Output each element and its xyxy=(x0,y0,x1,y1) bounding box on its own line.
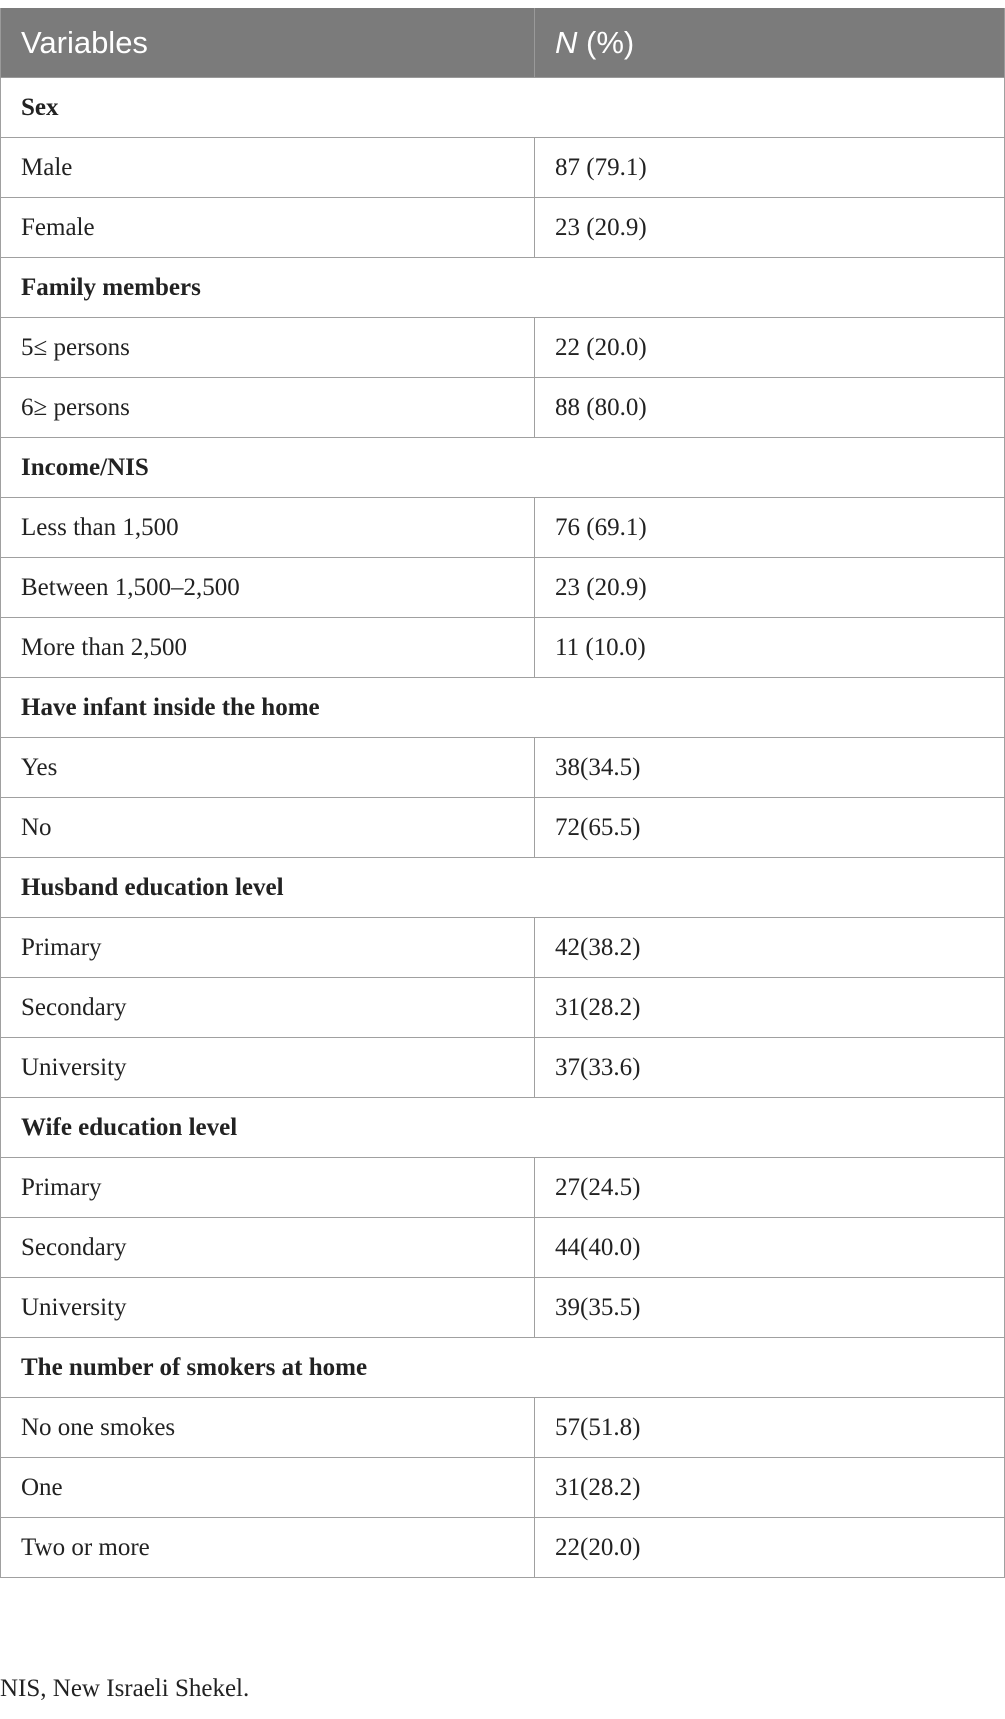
table-row xyxy=(1,978,1005,1038)
row-value: 38(34.5) xyxy=(535,738,1005,798)
table-row xyxy=(1,198,1005,258)
section-row xyxy=(1,858,1005,918)
row-label: One xyxy=(1,1458,535,1518)
table-row xyxy=(1,318,1005,378)
table-footnote: NIS, New Israeli Shekel. xyxy=(0,1675,250,1702)
section-row xyxy=(1,678,1005,738)
row-label: Secondary xyxy=(1,1218,535,1278)
header-n-percent xyxy=(535,8,1005,78)
table-header-row xyxy=(1,8,1005,78)
section-label: Family members xyxy=(1,258,1005,318)
section-row xyxy=(1,1338,1005,1398)
table-row xyxy=(1,1218,1005,1278)
section-row xyxy=(1,438,1005,498)
row-value: 39(35.5) xyxy=(535,1278,1005,1338)
row-value: 31(28.2) xyxy=(535,978,1005,1038)
table-row xyxy=(1,618,1005,678)
section-label: Have infant inside the home xyxy=(1,678,1005,738)
section-label: Husband education level xyxy=(1,858,1005,918)
header-n-rest: (%) xyxy=(577,24,635,60)
table-row xyxy=(1,558,1005,618)
row-value: 23 (20.9) xyxy=(535,558,1005,618)
row-value: 72(65.5) xyxy=(535,798,1005,858)
row-value: 88 (80.0) xyxy=(535,378,1005,438)
table-row xyxy=(1,1278,1005,1338)
row-label: 5≤ persons xyxy=(1,318,535,378)
row-value: 23 (20.9) xyxy=(535,198,1005,258)
row-label: Less than 1,500 xyxy=(1,498,535,558)
section-row xyxy=(1,1098,1005,1158)
row-label: No xyxy=(1,798,535,858)
header-variables: Variables xyxy=(1,8,535,78)
row-value: 22 (20.0) xyxy=(535,318,1005,378)
row-label: University xyxy=(1,1278,535,1338)
table-row xyxy=(1,1158,1005,1218)
row-label: Yes xyxy=(1,738,535,798)
row-value: 31(28.2) xyxy=(535,1458,1005,1518)
demographics-table xyxy=(0,8,1005,1578)
table-row xyxy=(1,918,1005,978)
row-label: Female xyxy=(1,198,535,258)
row-label: More than 2,500 xyxy=(1,618,535,678)
section-row xyxy=(1,258,1005,318)
row-label: Primary xyxy=(1,1158,535,1218)
row-label: University xyxy=(1,1038,535,1098)
table-row xyxy=(1,138,1005,198)
section-label: Income/NIS xyxy=(1,438,1005,498)
row-value: 37(33.6) xyxy=(535,1038,1005,1098)
table-row xyxy=(1,498,1005,558)
table-row xyxy=(1,1518,1005,1578)
table-row xyxy=(1,1038,1005,1098)
row-value: 87 (79.1) xyxy=(535,138,1005,198)
row-label: Between 1,500–2,500 xyxy=(1,558,535,618)
row-label: No one smokes xyxy=(1,1398,535,1458)
header-n-italic: N xyxy=(555,24,578,60)
section-label: The number of smokers at home xyxy=(1,1338,1005,1398)
table-row xyxy=(1,738,1005,798)
section-label: Sex xyxy=(1,78,1005,138)
section-label: Wife education level xyxy=(1,1098,1005,1158)
row-label: Secondary xyxy=(1,978,535,1038)
row-value: 11 (10.0) xyxy=(535,618,1005,678)
row-value: 57(51.8) xyxy=(535,1398,1005,1458)
table-row xyxy=(1,378,1005,438)
row-value: 22(20.0) xyxy=(535,1518,1005,1578)
table-body xyxy=(1,78,1005,1578)
row-value: 27(24.5) xyxy=(535,1158,1005,1218)
table-row xyxy=(1,1458,1005,1518)
row-label: 6≥ persons xyxy=(1,378,535,438)
row-value: 76 (69.1) xyxy=(535,498,1005,558)
row-label: Two or more xyxy=(1,1518,535,1578)
row-label: Male xyxy=(1,138,535,198)
section-row xyxy=(1,78,1005,138)
row-value: 42(38.2) xyxy=(535,918,1005,978)
row-label: Primary xyxy=(1,918,535,978)
row-value: 44(40.0) xyxy=(535,1218,1005,1278)
table-row xyxy=(1,1398,1005,1458)
table-row xyxy=(1,798,1005,858)
